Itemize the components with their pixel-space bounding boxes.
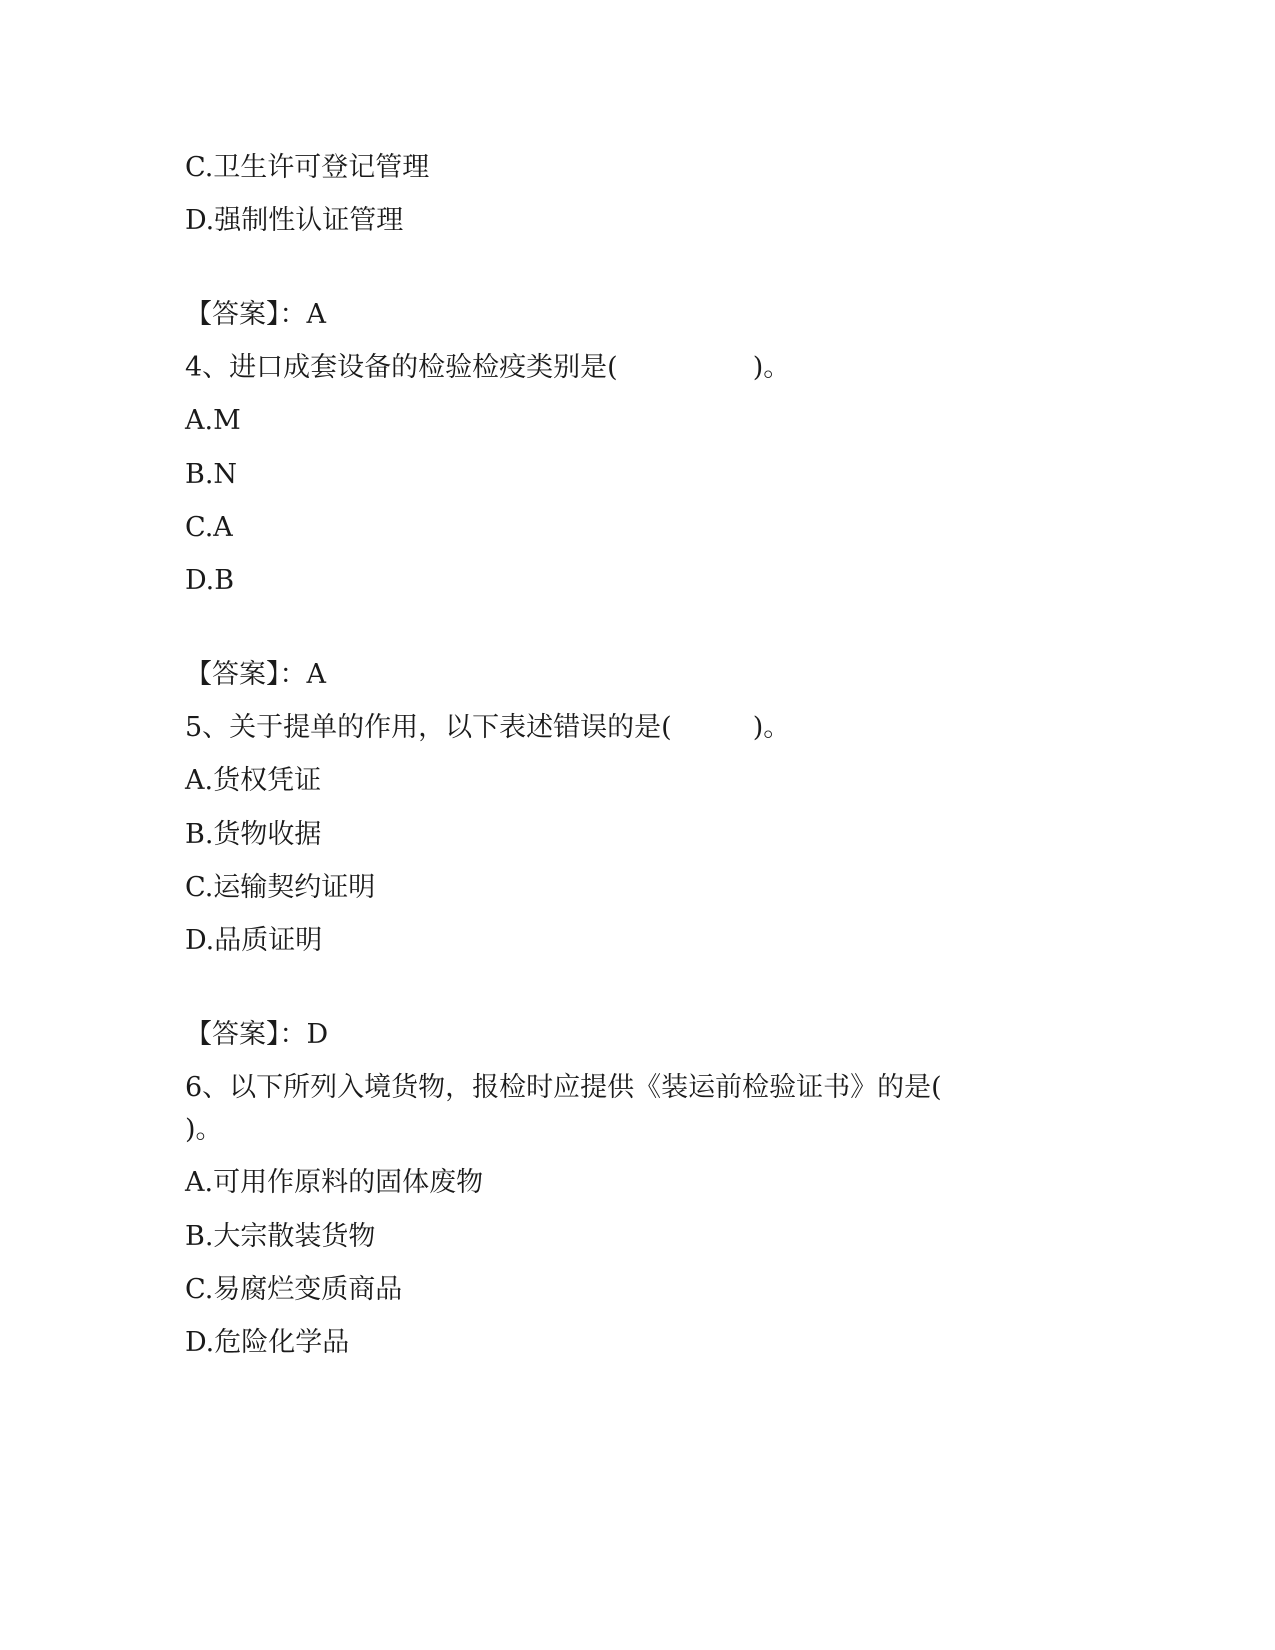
q4-answer: 【答案】：A [185,659,326,690]
q6-option-a: A.可用作原料的固体废物 [185,1167,484,1198]
q5-question: 5、关于提单的作用，以下表述错误的是( )。 [185,712,791,743]
q5-answer: 【答案】：D [185,1019,329,1050]
q6-question-line1: 6、以下所列入境货物，报检时应提供《装运前检验证书》的是( [185,1072,942,1103]
q3-option-d: D.强制性认证管理 [185,205,404,236]
q6-question-line2: )。 [185,1114,223,1145]
q5-option-d: D.品质证明 [185,925,323,956]
q4-option-c: C.A [185,512,233,543]
q5-option-a: A.货权凭证 [185,765,322,796]
q4-option-b: B.N [185,459,238,490]
q4-question: 4、进口成套设备的检验检疫类别是( )。 [185,352,791,383]
q5-option-b: B.货物收据 [185,819,322,850]
q4-option-a: A.M [185,405,241,436]
q3-option-c: C.卫生许可登记管理 [185,152,430,183]
q6-option-c: C.易腐烂变质商品 [185,1274,403,1305]
q4-option-d: D.B [185,565,235,596]
q6-option-b: B.大宗散装货物 [185,1221,376,1252]
q5-option-c: C.运输契约证明 [185,872,376,903]
q6-option-d: D.危险化学品 [185,1327,350,1358]
q3-answer: 【答案】：A [185,299,326,330]
